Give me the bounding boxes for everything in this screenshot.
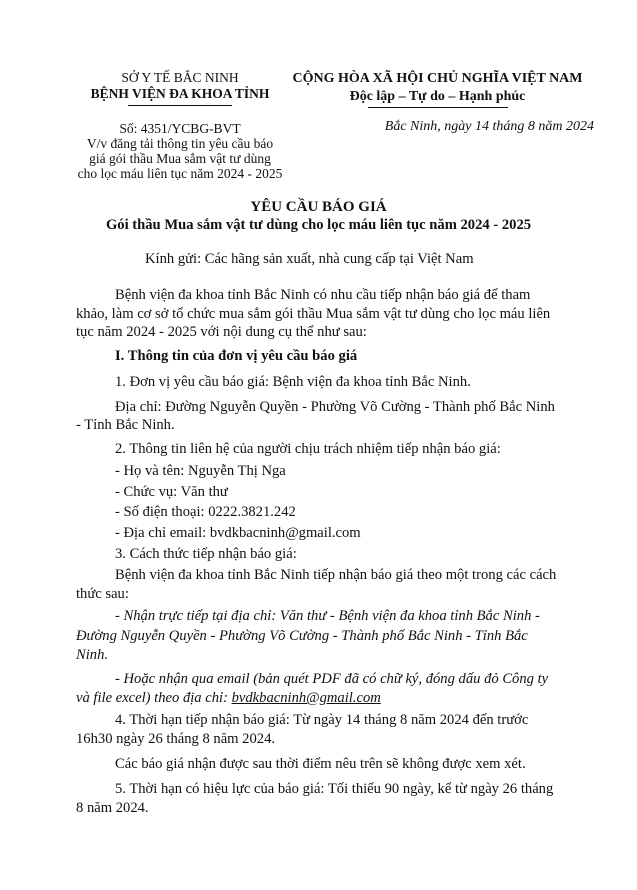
item-4-line-1: 4. Thời hạn tiếp nhận báo giá: Từ ngày 14 tháng 8 năm 2024 đến trước [115, 712, 529, 728]
item-3: 3. Cách thức tiếp nhận báo giá: [115, 546, 297, 562]
email-link[interactable]: bvdkbacninh@gmail.com [231, 690, 381, 706]
section-1-title: I. Thông tin của đơn vị yêu cầu báo giá [115, 348, 358, 364]
document-title: YÊU CẦU BÁO GIÁ [250, 199, 387, 215]
agency-name: SỞ Y TẾ BẮC NINH [121, 70, 239, 85]
method-2-text: và file excel) theo địa chỉ: [76, 690, 232, 706]
item-2: 2. Thông tin liên hệ của người chịu trách nhiệm tiếp nhận báo giá: [115, 441, 501, 457]
hospital-name: BỆNH VIỆN ĐA KHOA TỈNH [90, 86, 270, 101]
intro-line-3: tục năm 2024 - 2025 với nội dung cụ thể như sau: [76, 324, 367, 340]
intro-line-1: Bệnh viện đa khoa tỉnh Bắc Ninh có nhu cầu tiếp nhận báo giá để tham [115, 287, 531, 303]
address-line-1: Địa chỉ: Đường Nguyễn Quyền - Phường Võ Cường - Thành phố Bắc Ninh [115, 399, 555, 415]
address-line-2: - Tỉnh Bắc Ninh. [76, 417, 175, 433]
item-1: 1. Đơn vị yêu cầu báo giá: Bệnh viện đa khoa tỉnh Bắc Ninh. [115, 374, 471, 390]
item-3-text-line-1: Bệnh viện đa khoa tỉnh Bắc Ninh tiếp nhận báo giá theo một trong các cách [115, 567, 557, 583]
subject-line-2: giá gói thầu Mua sắm vật tư dùng [89, 151, 271, 166]
item-4-line-2: 16h30 ngày 26 tháng 8 năm 2024. [76, 731, 276, 747]
contact-email: - Địa chỉ email: bvdkbacninh@gmail.com [115, 525, 361, 541]
subject-line-3: cho lọc máu liên tục năm 2024 - 2025 [77, 166, 283, 181]
document-number: Số: 4351/YCBG-BVT [119, 121, 241, 136]
contact-name: - Họ và tên: Nguyễn Thị Nga [115, 463, 286, 479]
salutation: Kính gửi: Các hãng sản xuất, nhà cung cấp tại Việt Nam [145, 251, 474, 267]
item-5-line-2: 8 năm 2024. [76, 800, 149, 816]
motto-underline [368, 107, 508, 108]
method-2-line-2 [76, 689, 381, 708]
method-2-line-1: - Hoặc nhận qua email (bản quét PDF đã có chữ ký, đóng dấu đỏ Công ty [115, 671, 549, 687]
intro-line-2: khảo, làm cơ sở tổ chức mua sắm gói thầu Mua sắm vật tư dùng cho lọc máu liên [76, 306, 551, 322]
method-1-line-1: - Nhận trực tiếp tại địa chỉ: Văn thư - Bệnh viện đa khoa tỉnh Bắc Ninh - [115, 608, 540, 624]
contact-position: - Chức vụ: Văn thư [115, 484, 228, 500]
item-3-text-line-2: thức sau: [76, 586, 129, 602]
method-1-line-2: Đường Nguyễn Quyền - Phường Võ Cường - Thành phố Bắc Ninh - Tỉnh Bắc [76, 628, 528, 644]
subject-line-1: V/v đăng tải thông tin yêu cầu báo [86, 136, 274, 151]
contact-phone: - Số điện thoại: 0222.3821.242 [115, 504, 296, 520]
document-subtitle: Gói thầu Mua sắm vật tư dùng cho lọc máu liên tục năm 2024 - 2025 [105, 217, 532, 233]
national-motto: Độc lập – Tự do – Hạnh phúc [349, 89, 526, 104]
national-title: CỘNG HÒA XÃ HỘI CHỦ NGHĨA VIỆT NAM [292, 71, 583, 86]
hospital-name-underline [128, 105, 232, 106]
method-1-line-3: Ninh. [76, 647, 109, 663]
document-date: Bắc Ninh, ngày 14 tháng 8 năm 2024 [384, 119, 594, 134]
item-5-line-1: 5. Thời hạn có hiệu lực của báo giá: Tối thiểu 90 ngày, kể từ ngày 26 tháng [115, 781, 554, 797]
late-note: Các báo giá nhận được sau thời điểm nêu trên sẽ không được xem xét. [115, 756, 526, 772]
